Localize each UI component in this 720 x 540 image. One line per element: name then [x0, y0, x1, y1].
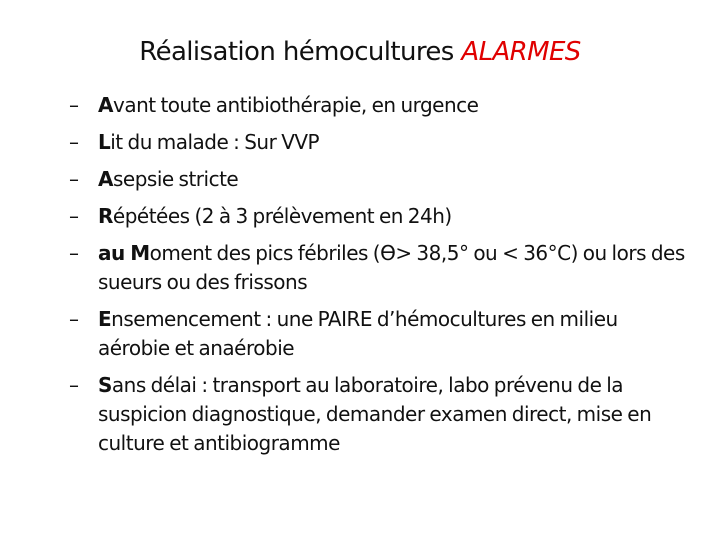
bullet-lead: L — [98, 130, 111, 154]
bullet-text: sepsie stricte — [112, 167, 239, 191]
bullet-text: it du malade : Sur VVP — [110, 130, 320, 154]
bullet-lead: A — [98, 93, 113, 117]
bullet-item-ensemencement — [69, 305, 689, 363]
slide-title — [0, 33, 720, 71]
bullet-item-repetees — [69, 202, 689, 231]
bullet-dash: – — [69, 204, 79, 228]
bullet-lead: S — [98, 373, 112, 397]
bullet-dash: – — [69, 93, 79, 117]
bullet-item-sans-delai — [69, 371, 689, 458]
bullet-dash: – — [69, 307, 79, 331]
bullet-text: nsemencement : une PAIRE d’hémocultures en milieu aérobie et anaérobie — [98, 307, 618, 360]
bullet-dash: – — [69, 167, 79, 191]
bullet-lead: R — [98, 204, 113, 228]
bullet-dash: – — [69, 241, 79, 265]
bullet-item-avant — [69, 91, 689, 120]
bullet-lead: A — [98, 167, 113, 191]
bullet-text: épétées (2 à 3 prélèvement en 24h) — [112, 204, 452, 228]
bullet-text: oment des pics fébriles (Ɵ> 38,5° ou < 36°C) ou lors des sueurs ou des frissons — [98, 241, 685, 294]
bullet-text: ans délai : transport au laboratoire, labo prévenu de la suspicion diagnostique, demander examen direct, mise en culture et antibiogramme — [98, 373, 652, 455]
bullet-text: vant toute antibiothérapie, en urgence — [112, 93, 479, 117]
bullet-dash: – — [69, 130, 79, 154]
bullet-lead: au M — [98, 241, 150, 265]
bullet-item-moment — [69, 239, 689, 297]
bullet-list — [69, 91, 689, 466]
bullet-dash: – — [69, 373, 79, 397]
bullet-lead: E — [98, 307, 112, 331]
bullet-item-lit — [69, 128, 689, 157]
title-text: Réalisation hémocultures — [139, 37, 454, 67]
bullet-item-asepsie — [69, 165, 689, 194]
title-alarm-text: ALARMES — [461, 37, 581, 67]
